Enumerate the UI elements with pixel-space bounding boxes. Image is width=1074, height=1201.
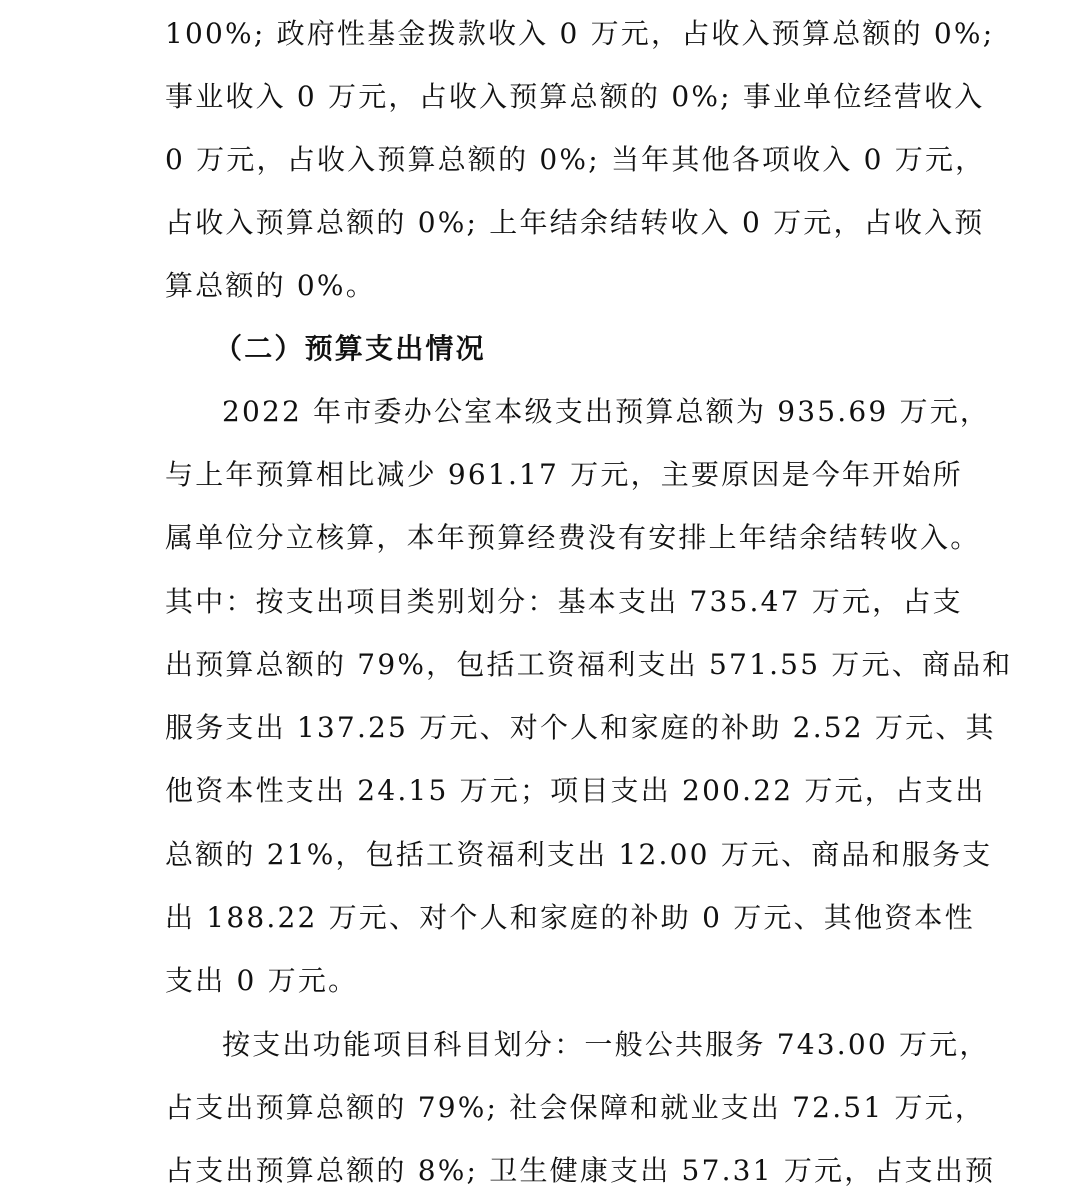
text-line-14: 总额的 21%，包括工资福利支出 12.00 万元、商品和服务支 <box>165 838 993 871</box>
text-line-4: 占收入预算总额的 0%; 上年结余结转收入 0 万元，占收入预 <box>165 206 985 239</box>
section-heading: （二）预算支出情况 <box>214 332 486 365</box>
text-line-18: 占支出预算总额的 79%; 社会保障和就业支出 72.51 万元， <box>165 1091 986 1124</box>
text-line-8: 与上年预算相比减少 961.17 万元，主要原因是今年开始所 <box>165 458 963 491</box>
text-line-1: 100%; 政府性基金拨款收入 0 万元，占收入预算总额的 0%; <box>165 17 995 50</box>
text-line-2: 事业收入 0 万元，占收入预算总额的 0%; 事业单位经营收入 <box>165 80 985 113</box>
text-line-16: 支出 0 万元。 <box>165 964 359 997</box>
text-line-9: 属单位分立核算，本年预算经费没有安排上年结余结转收入。 <box>165 521 981 554</box>
text-line-5: 算总额的 0%。 <box>165 269 376 302</box>
text-line-11: 出预算总额的 79%，包括工资福利支出 571.55 万元、商品和 <box>165 648 1013 681</box>
text-line-12: 服务支出 137.25 万元、对个人和家庭的补助 2.52 万元、其 <box>165 711 996 744</box>
text-line-17: 按支出功能项目科目划分：一般公共服务 743.00 万元， <box>222 1028 990 1061</box>
text-line-19: 占支出预算总额的 8%; 卫生健康支出 57.31 万元，占支出预 <box>165 1154 996 1187</box>
text-line-15: 出 188.22 万元、对个人和家庭的补助 0 万元、其他资本性 <box>165 901 975 934</box>
text-line-7: 2022 年市委办公室本级支出预算总额为 935.69 万元， <box>222 395 991 428</box>
text-line-10: 其中：按支出项目类别划分：基本支出 735.47 万元，占支 <box>165 585 963 618</box>
text-line-13: 他资本性支出 24.15 万元；项目支出 200.22 万元，占支出 <box>165 774 986 807</box>
text-line-3: 0 万元，占收入预算总额的 0%; 当年其他各项收入 0 万元， <box>165 143 986 176</box>
